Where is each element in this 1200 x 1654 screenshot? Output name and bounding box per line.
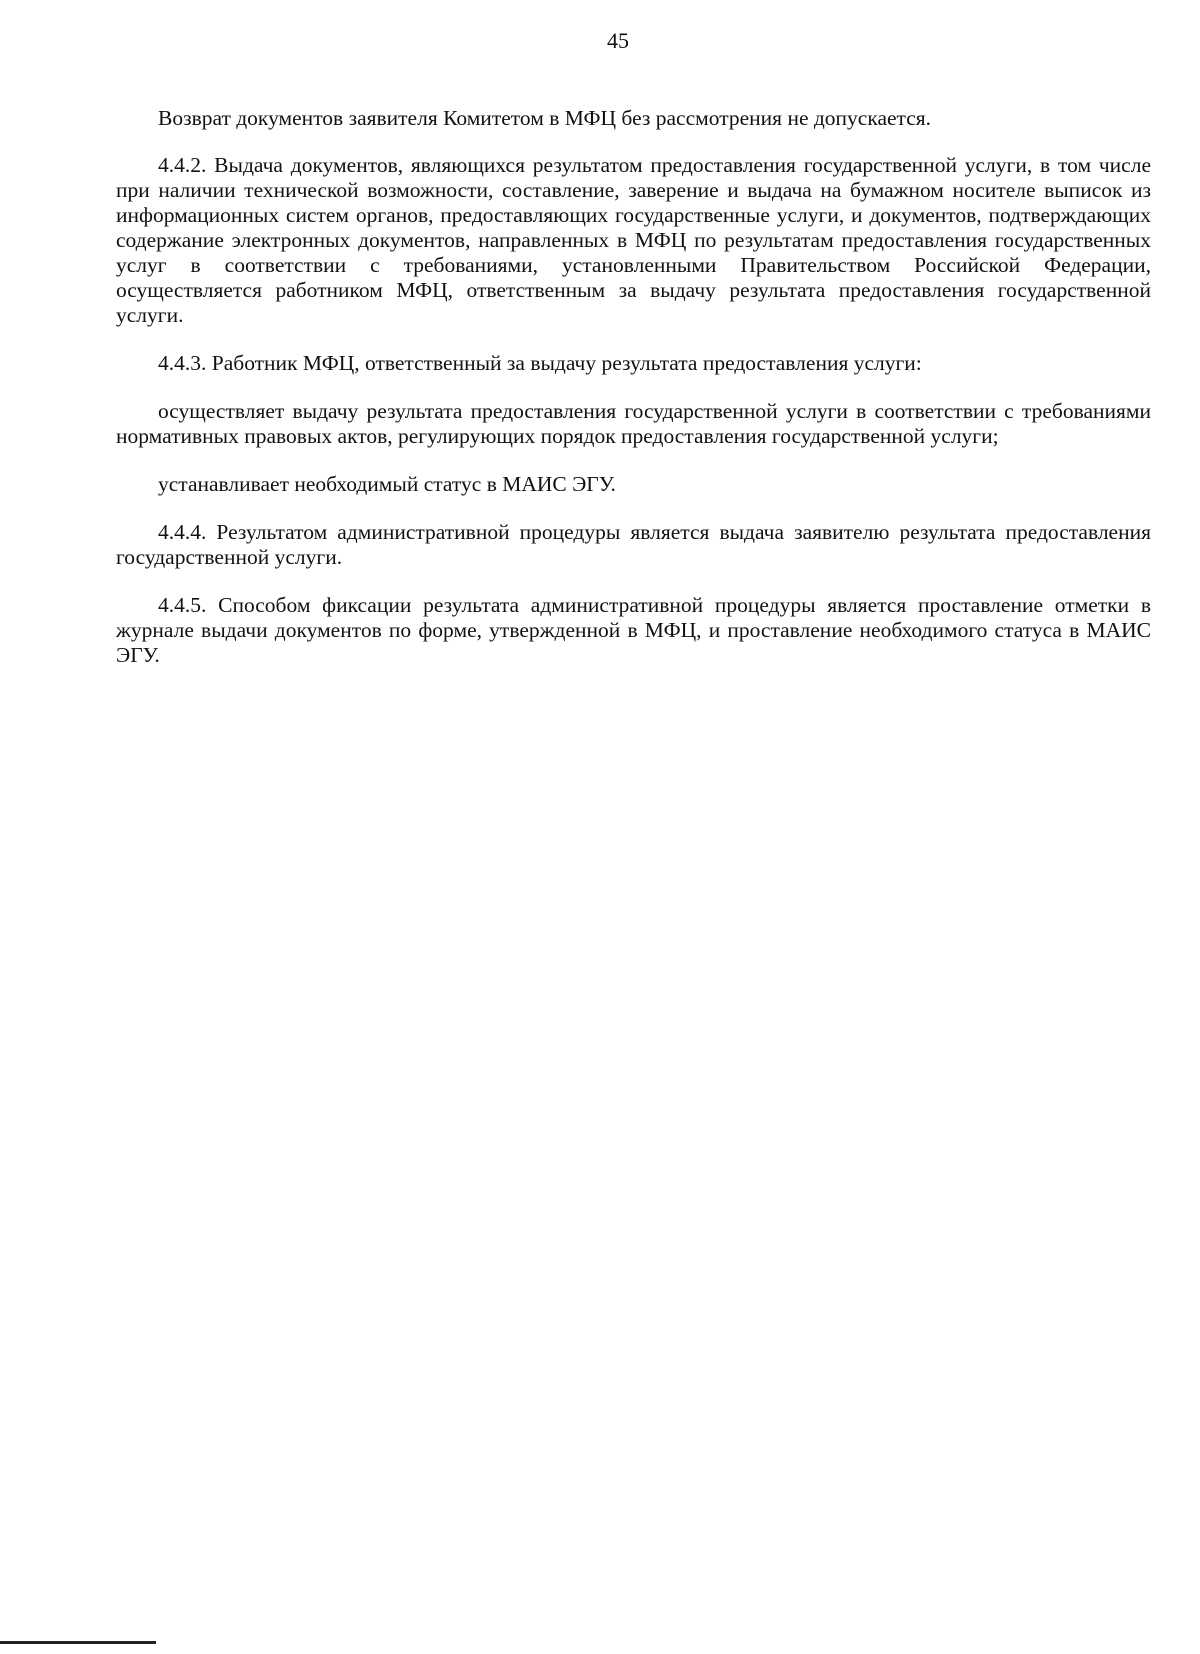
paragraph-4-4-2: 4.4.2. Выдача документов, являющихся результатом предоставления государственной услуги, в том числе при наличии технической возможности, составление, заверение и выдача на бумажном носителе выписок из информационных систем органов, предоставляющих государственные услуги, и документов, подтверждающих содержание электронных документов, направленных в МФЦ по результатам предоставления государственных услуг в соответствии с требованиями, установленными Правительством Российской Федерации, осуществляется работником МФЦ, ответственным за выдачу результата предоставления государственной услуги. <box>116 153 1151 327</box>
scan-edge-line <box>0 1641 156 1644</box>
paragraph-4-4-3: 4.4.3. Работник МФЦ, ответственный за выдачу результата предоставления услуги: <box>158 351 922 375</box>
paragraph-4-4-5: 4.4.5. Способом фиксации результата административной процедуры является проставление отметки в журнале выдачи документов по форме, утвержденной в МФЦ, и проставление необходимого статуса в МАИС ЭГУ. <box>116 593 1151 667</box>
document-body <box>116 106 1151 691</box>
paragraph-issues-result: осуществляет выдачу результата предоставления государственной услуги в соответствии с требованиями нормативных правовых актов, регулирующих порядок предоставления государственной услуги; <box>116 399 1151 448</box>
paragraph-sets-status: устанавливает необходимый статус в МАИС ЭГУ. <box>158 472 616 496</box>
paragraph-return-documents: Возврат документов заявителя Комитетом в МФЦ без рассмотрения не допускается. <box>158 106 932 130</box>
page-number: 45 <box>607 28 629 53</box>
paragraph-4-4-4: 4.4.4. Результатом административной процедуры является выдача заявителю результата предоставления государственной услуги. <box>116 520 1151 569</box>
